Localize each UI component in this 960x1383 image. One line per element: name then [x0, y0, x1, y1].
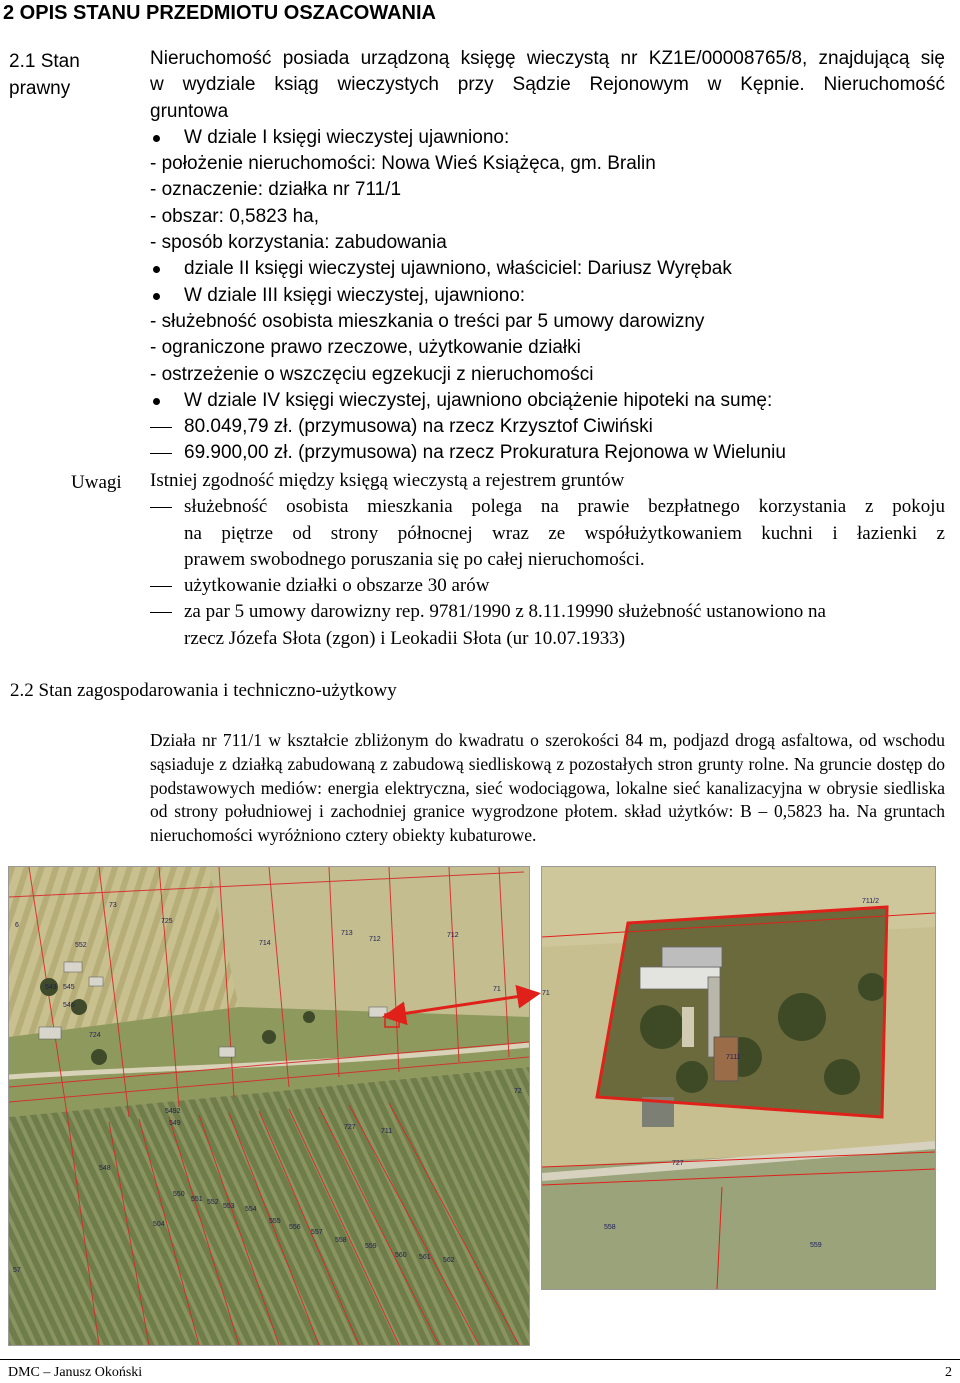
plot-label: 5492 — [165, 1108, 181, 1115]
plot-label: 552 — [75, 942, 87, 949]
intro-line-1: Nieruchomość posiada urządzoną księgę wieczystą nr KZ1E/00008765/8, znajdującą się — [150, 48, 945, 69]
plot-label: 73 — [109, 902, 117, 909]
plot-label: 714 — [259, 940, 271, 947]
closeup-map-graphic — [542, 867, 935, 1289]
dzial-1-item: - sposób korzystania: zabudowania — [150, 232, 447, 254]
dzial-1-item: - obszar: 0,5823 ha, — [150, 205, 319, 227]
dzial-1-item: - położenie nieruchomości: Nowa Wieś Książęca, gm. Bralin — [150, 153, 656, 175]
dash-marker — [150, 612, 172, 613]
plot-label: 7111 — [726, 1054, 741, 1061]
plot-label: 724 — [89, 1032, 101, 1039]
plot-label: 556 — [289, 1224, 301, 1231]
plot-label: 725 — [161, 918, 173, 925]
uwagi-item-2 — [150, 573, 945, 599]
plot-label: 712 — [369, 936, 381, 943]
plot-label: 559 — [365, 1243, 377, 1250]
dash-marker — [150, 427, 172, 428]
bullet-dzial-3: W dziale III księgi wieczystej, ujawniono: — [150, 283, 945, 309]
section-22-heading: 2.2 Stan zagospodarowania i techniczno-użytkowy — [10, 680, 397, 701]
plot-label: 727 — [672, 1160, 684, 1167]
dzial-3-item: - ograniczone prawo rzeczowe, użytkowanie działki — [150, 337, 581, 359]
plot-label: 71 — [493, 986, 501, 993]
plot-label: 561 — [419, 1254, 431, 1261]
plot-label: 555 — [269, 1218, 281, 1225]
plot-label: 548 — [99, 1165, 111, 1172]
plot-label: 558 — [604, 1224, 616, 1231]
plot-label: 71 — [542, 990, 550, 997]
dzial-3-item: - służebność osobista mieszkania o treści par 5 umowy darowizny — [150, 310, 705, 332]
dzial-3-item: - ostrzeżenie o wszczęciu egzekucji z nieruchomości — [150, 363, 594, 385]
pointer-arrow — [370, 980, 550, 1030]
plot-label: 558 — [335, 1237, 347, 1244]
plot-label: 545 — [63, 984, 75, 991]
plot-label: 713 — [341, 930, 353, 937]
aerial-map-closeup — [541, 866, 936, 1290]
uwagi-item-3-line2: rzecz Józefa Słota (zgon) i Leokadii Słota (ur 10.07.1933) — [184, 627, 626, 649]
plot-label: 712 — [447, 932, 459, 939]
plot-label: 711 — [381, 1128, 393, 1135]
plot-label: 551 — [191, 1196, 203, 1203]
legal-status-content — [150, 46, 945, 467]
intro-line-3: gruntowa — [150, 100, 229, 122]
aerial-map-overview — [8, 866, 530, 1346]
intro-line-2: w wydziale ksiąg wieczystych przy Sądzie Rejonowym w Kępnie. Nieruchomość — [150, 74, 945, 96]
plot-label: 552 — [207, 1199, 219, 1206]
plot-label: 553 — [223, 1203, 235, 1210]
plot-label: 562 — [443, 1257, 455, 1264]
plot-label: 560 — [395, 1252, 407, 1259]
section-21-label-line1: 2.1 Stan — [9, 51, 80, 72]
uwagi-item-1-line1: służebność osobista mieszkania polega na prawie bezpłatnego korzystania z pokoju — [184, 496, 945, 518]
uwagi-item-1 — [150, 494, 945, 520]
uwagi-label: Uwagi — [71, 472, 122, 493]
page-number: 2 — [945, 1365, 952, 1380]
plot-label: 549 — [169, 1120, 181, 1127]
plot-label: 57 — [13, 1267, 21, 1274]
plot-label: 557 — [311, 1229, 323, 1236]
uwagi-item-3-line1: za par 5 umowy darowizny rep. 9781/1990 z 8.11.19990 służebność ustanowiono na — [184, 601, 826, 623]
page-heading: 2 OPIS STANU PRZEDMIOTU OSZACOWANIA — [3, 2, 436, 24]
dash-marker — [150, 586, 172, 587]
plot-label: 550 — [173, 1191, 185, 1198]
plot-label: 727 — [344, 1124, 356, 1131]
dash-marker — [150, 507, 172, 508]
overview-map-graphic — [9, 867, 529, 1345]
dzial-1-item: - oznaczenie: działka nr 711/1 — [150, 179, 402, 201]
section-21-label-line2: prawny — [9, 78, 71, 99]
plot-label: 72 — [514, 1088, 522, 1095]
bullet-dzial-1: W dziale I księgi wieczystej ujawniono: — [150, 125, 945, 151]
uwagi-intro: Istniej zgodność między księgą wieczystą a rejestrem gruntów — [150, 470, 625, 491]
plot-label: 711/2 — [862, 898, 879, 905]
plot-label: 546 — [63, 1002, 75, 1009]
mortgage-item — [150, 440, 945, 466]
footer-author: DMC – Janusz Okoński — [8, 1365, 143, 1380]
bullet-dzial-2: dziale II księgi wieczystej ujawniono, właściciel: Dariusz Wyrębak — [150, 256, 945, 282]
plot-label: 543 — [45, 984, 57, 991]
section-22-description: Działa nr 711/1 w kształcie zbliżonym do kwadratu o szerokości 84 m, podjazd drogą asfaltowa, od wschodu sąsiaduje z działką zabudowaną z zabudową siedliskową z pozostałych stron grunty rolne. Na gruncie dostęp do podstawowych mediów: energia elektryczna, sieć wodociągowa, lokalne sieć kanalizacyjna w obrysie siedliska od strony południowej i zachodniej granice wygrodzone płotem. skład użytków: B – 0,5823 ha. Na gruntach nieruchomości wyróżniono cztery obiekty kubaturowe. — [150, 730, 945, 846]
mortgage-text: 69.900,00 zł. (przymusowa) na rzecz Prokuratura Rejonowa w Wieluniu — [184, 442, 786, 464]
section-21-label — [9, 48, 80, 102]
mortgage-text: 80.049,79 zł. (przymusowa) na rzecz Krzysztof Ciwiński — [184, 416, 653, 438]
plot-label: 504 — [153, 1221, 165, 1228]
plot-label: 559 — [810, 1242, 822, 1249]
uwagi-item-3 — [150, 599, 945, 625]
footer-divider — [0, 1359, 960, 1360]
dash-marker — [150, 453, 172, 454]
uwagi-item-2-text: użytkowanie działki o obszarze 30 arów — [184, 575, 490, 597]
bullet-dzial-4: W dziale IV księgi wieczystej, ujawniono obciążenie hipoteki na sumę: — [150, 388, 945, 414]
uwagi-item-1-line3: prawem swobodnego poruszania się po całej nieruchomości. — [184, 548, 645, 570]
mortgage-item — [150, 414, 945, 440]
uwagi-content — [150, 468, 945, 652]
plot-label: 6 — [15, 922, 19, 929]
plot-label: 554 — [245, 1206, 257, 1213]
uwagi-item-1-line2: na piętrze od strony północnej wraz ze współużytkowaniem kuchni i łazienki z — [184, 522, 945, 544]
